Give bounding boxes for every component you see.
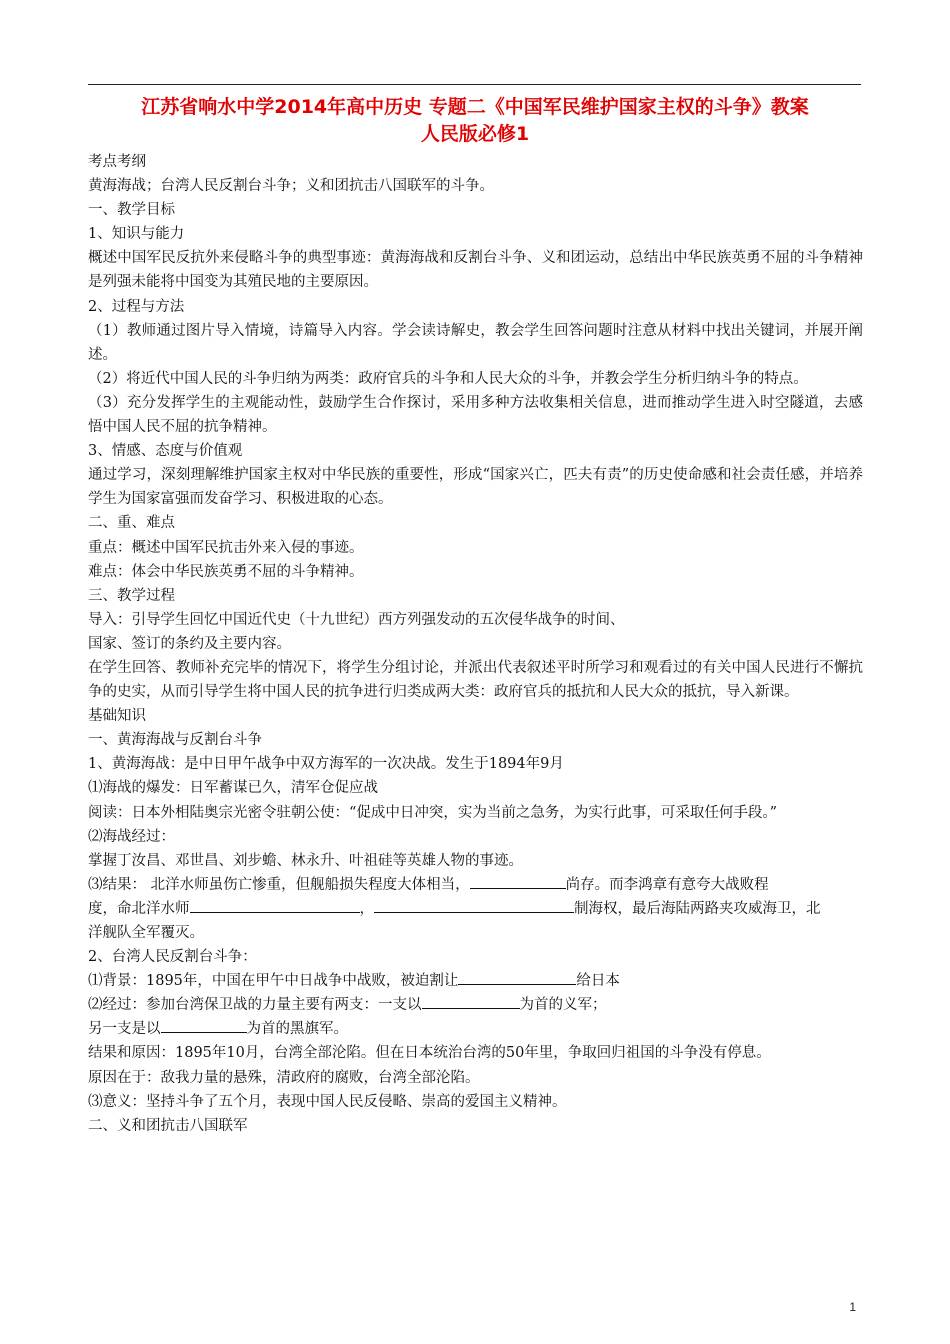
text-line: ⑶意义：坚持斗争了五个月，表现中国人民反侵略、崇高的爱国主义精神。	[88, 1093, 567, 1110]
title-line-1: 江苏省响水中学2014年高中历史 专题二《中国军民维护国家主权的斗争》教案	[141, 96, 809, 118]
text-segment: ⑴背景：1895年，中国在甲午中日战争中战败，被迫割让	[88, 973, 459, 990]
section-heading: 二、重、难点	[88, 515, 175, 532]
fill-in-blank	[190, 897, 360, 913]
text-line: 国家、签订的条约及主要内容。	[88, 635, 291, 652]
text-segment: 给日本	[576, 973, 620, 990]
text-segment: 尚存。而李鸿章有意夸大战败程	[565, 876, 769, 893]
document-title	[60, 94, 890, 148]
text-segment: 为首的义军；	[519, 997, 607, 1014]
fill-in-blank	[458, 969, 576, 985]
text-segment: 为首的黑旗军。	[246, 1021, 348, 1038]
paragraph: 阅读：日本外相陆奥宗光密令驻朝公使：“促成中日冲突，实为当前之急务，为实行此事，可采取任何手段。”	[88, 804, 778, 821]
text-line: 导入：引导学生回忆中国近代史（十九世纪）西方列强发动的五次侵华战争的时间、	[88, 611, 625, 628]
section-label: 考点考纲	[88, 154, 146, 170]
text-segment: ，	[359, 900, 374, 917]
section-heading: 二、义和团抗击八国联军	[88, 1117, 248, 1134]
text-line: 结果和原因：1895年10月，台湾全部沦陷。但在日本统治台湾的50年里，争取回归祖国的斗争没有停息。	[88, 1045, 771, 1062]
paragraph: 概述中国军民反抗外来侵略斗争的典型事迹：黄海海战和反割台斗争、义和团运动，总结出中华民族英勇不屈的斗争精神是列强未能将中国变为其殖民地的主要原因。	[88, 250, 863, 291]
subsection-heading: 1、知识与能力	[88, 226, 185, 243]
fill-in-blank	[470, 873, 566, 889]
fill-in-blank	[422, 993, 520, 1009]
text-line: 1、黄海海战：是中日甲午战争中双方海军的一次决战。发生于1894年9月	[88, 756, 564, 773]
text-line: 洋舰队全军覆灭。	[88, 925, 204, 941]
fill-in-blank	[161, 1017, 247, 1033]
text-line: 掌握丁汝昌、邓世昌、刘步蟾、林永升、叶祖硅等英雄人物的事迹。	[88, 852, 523, 869]
section-label: 基础知识	[88, 708, 146, 725]
text-segment: 另一支是以	[88, 1021, 161, 1038]
paragraph: 在学生回答、教师补充完毕的情况下，将学生分组讨论，并派出代表叙述平时所学习和观看过的有关中国人民进行不懈抗争的史实，从而引导学生将中国人民的抗争进行归类成两大类：政府官兵的抵抗和人民大众的抵抗，导入新课。	[88, 659, 863, 701]
header-rule	[88, 84, 861, 85]
text-line: 原因在于：敌我力量的悬殊，清政府的腐败，台湾全部沦陷。	[88, 1069, 480, 1086]
fill-in-line	[88, 1017, 863, 1041]
text-line: ⑵海战经过：	[88, 828, 175, 845]
text-line: 重点：概述中国军民抗击外来入侵的事迹。	[88, 539, 364, 556]
section-heading: 2、台湾人民反割台斗争：	[88, 949, 257, 966]
text-segment: ⑶结果： 北洋水师虽伤亡惨重，但舰船损失程度大体相当，	[88, 876, 470, 893]
paragraph: 通过学习，深刻理解维护国家主权对中华民族的重要性，形成“国家兴亡，匹夫有责”的历史使命感和社会责任感，并培养学生为国家富强而发奋学习、积极进取的心态。	[88, 467, 863, 508]
fill-in-line	[88, 969, 863, 993]
text-line: 难点：体会中华民族英勇不屈的斗争精神。	[88, 563, 364, 580]
fill-in-line	[88, 993, 863, 1017]
subsection-heading: 2、过程与方法	[88, 298, 185, 315]
fill-in-blank	[374, 897, 574, 913]
text-line: ⑴海战的爆发：日军蓄谋已久，清军仓促应战	[88, 780, 378, 797]
paragraph: （3）充分发挥学生的主观能动性，鼓励学生合作探讨，采用多种方法收集相关信息，进而推动学生进入时空隧道，去感悟中国人民不屈的抗争精神。	[88, 394, 863, 436]
title-line-2: 人民版必修1	[420, 123, 530, 145]
paragraph: （1）教师通过图片导入情境，诗篇导入内容。学会读诗解史，教会学生回答问题时注意从材料中找出关键词，并展开阐述。	[88, 322, 863, 363]
section-heading: 一、教学目标	[88, 202, 175, 219]
paragraph: （2）将近代中国人民的斗争归纳为两类：政府官兵的斗争和人民大众的斗争，并教会学生分析归纳斗争的特点。	[88, 370, 808, 387]
fill-in-line	[88, 897, 863, 921]
text-line: 黄海海战；台湾人民反割台斗争；义和团抗击八国联军的斗争。	[88, 178, 494, 195]
text-segment: 度，命北洋水师	[88, 900, 190, 917]
document-body	[88, 150, 863, 1138]
section-heading: 三、教学过程	[88, 587, 175, 604]
fill-in-line	[88, 873, 863, 897]
text-segment: 制海权，最后海陆两路夹攻威海卫，北	[574, 900, 821, 917]
text-segment: ⑵经过：参加台湾保卫战的力量主要有两支：一支以	[88, 997, 422, 1014]
section-heading: 一、黄海海战与反割台斗争	[88, 732, 262, 749]
subsection-heading: 3、情感、态度与价值观	[88, 443, 243, 460]
page-number: 1	[849, 1300, 856, 1314]
